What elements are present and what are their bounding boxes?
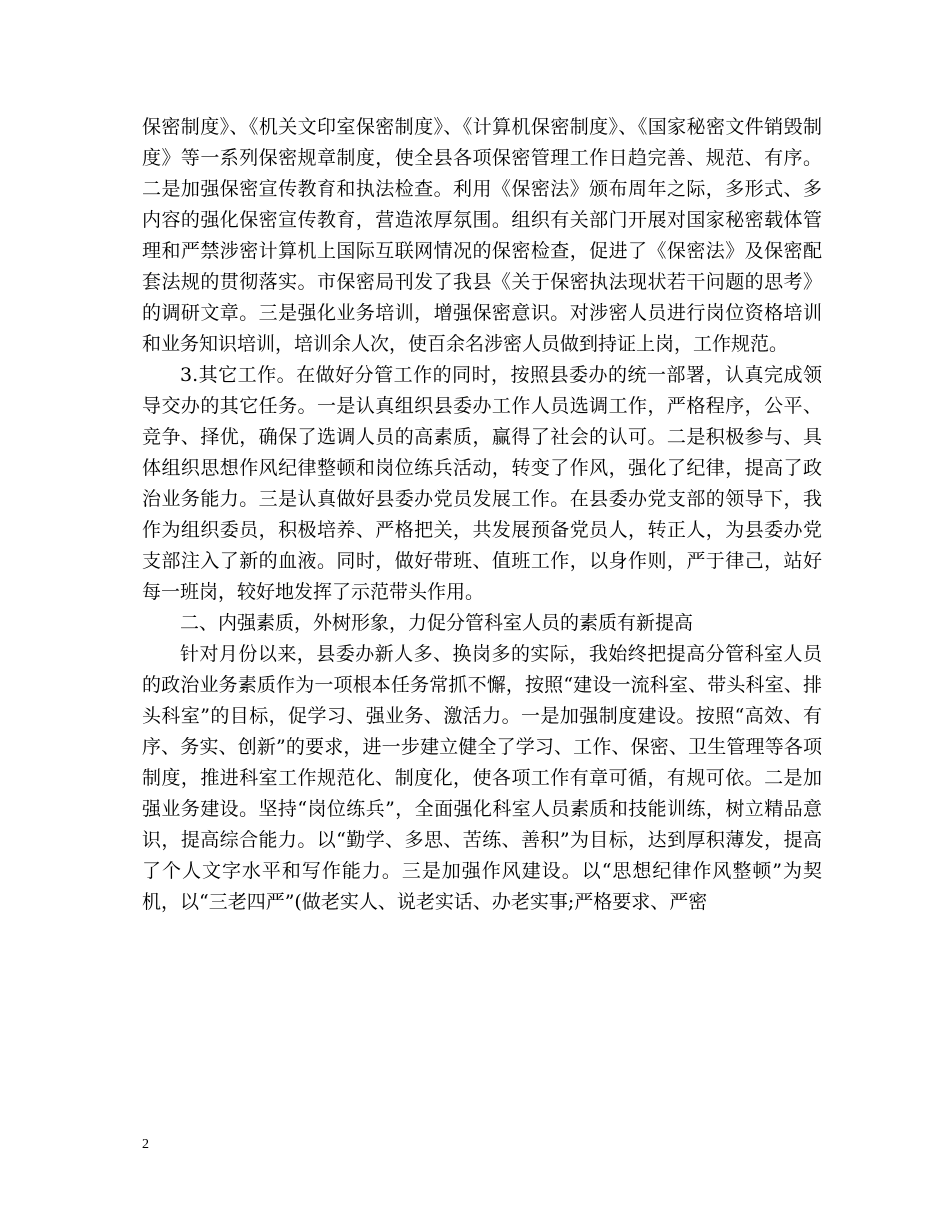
section-heading: 二、内强素质，外树形象，力促分管科室人员的素质有新提高 <box>180 612 694 634</box>
paragraph-quality-improvement: 针对月份以来，县委办新人多、换岗多的实际，我始终把提高分管科室人员的政治业务素质作为一项根本任务常抓不懈，按照“建设一流科室、带头科室、排头科室”的目标，促学习、强业务、激活力。一是加强制度建设。按照“高效、有序、务实、创新”的要求，进一步建立健全了学习、工作、保密、卫生管理等各项制度，推进科室工作规范化、制度化，使各项工作有章可循，有规可依。二是加强业务建设。坚持“岗位练兵”，全面强化科室人员素质和技能训练，树立精品意识，提高综合能力。以“勤学、多思、苦练、善积”为目标，达到厚积薄发，提高了个人文字水平和写作能力。三是加强作风建设。以“思想纪律作风整顿”为契机，以“三老四严”(做老实人、说老实话、办老实事;严格要求、严密 <box>142 643 822 913</box>
page-number: 2 <box>142 1137 149 1152</box>
paragraph-other-work: 3.其它工作。在做好分管工作的同时，按照县委办的统一部署，认真完成领导交办的其它任务。一是认真组织县委办工作人员选调工作，严格程序，公平、竞争、择优，确保了选调人员的高素质，赢得了社会的认可。二是积极参与、具体组织思想作风纪律整顿和岗位练兵活动，转变了作风，强化了纪律，提高了政治业务能力。三是认真做好县委办党员发展工作。在县委办党支部的领导下，我作为组织委员，积极培养、严格把关，共发展预备党员人，转正人，为县委办党支部注入了新的血液。同时，做好带班、值班工作，以身作则，严于律己，站好每一班岗，较好地发挥了示范带头作用。 <box>142 364 822 603</box>
document-body <box>142 112 822 918</box>
paragraph-continuation: 保密制度》、《机关文印室保密制度》、《计算机保密制度》、《国家秘密文件销毁制度》等一系列保密规章制度，使全县各项保密管理工作日趋完善、规范、有序。二是加强保密宣传教育和执法检查。利用《保密法》颁布周年之际，多形式、多内容的强化保密宣传教育，营造浓厚氛围。组织有关部门开展对国家秘密载体管理和严禁涉密计算机上国际互联网情况的保密检查，促进了《保密法》及保密配套法规的贯彻落实。市保密局刊发了我县《关于保密执法现状若干问题的思考》的调研文章。三是强化业务培训，增强保密意识。对涉密人员进行岗位资格培训和业务知识培训，培训余人次，使百余名涉密人员做到持证上岗，工作规范。 <box>142 116 822 355</box>
